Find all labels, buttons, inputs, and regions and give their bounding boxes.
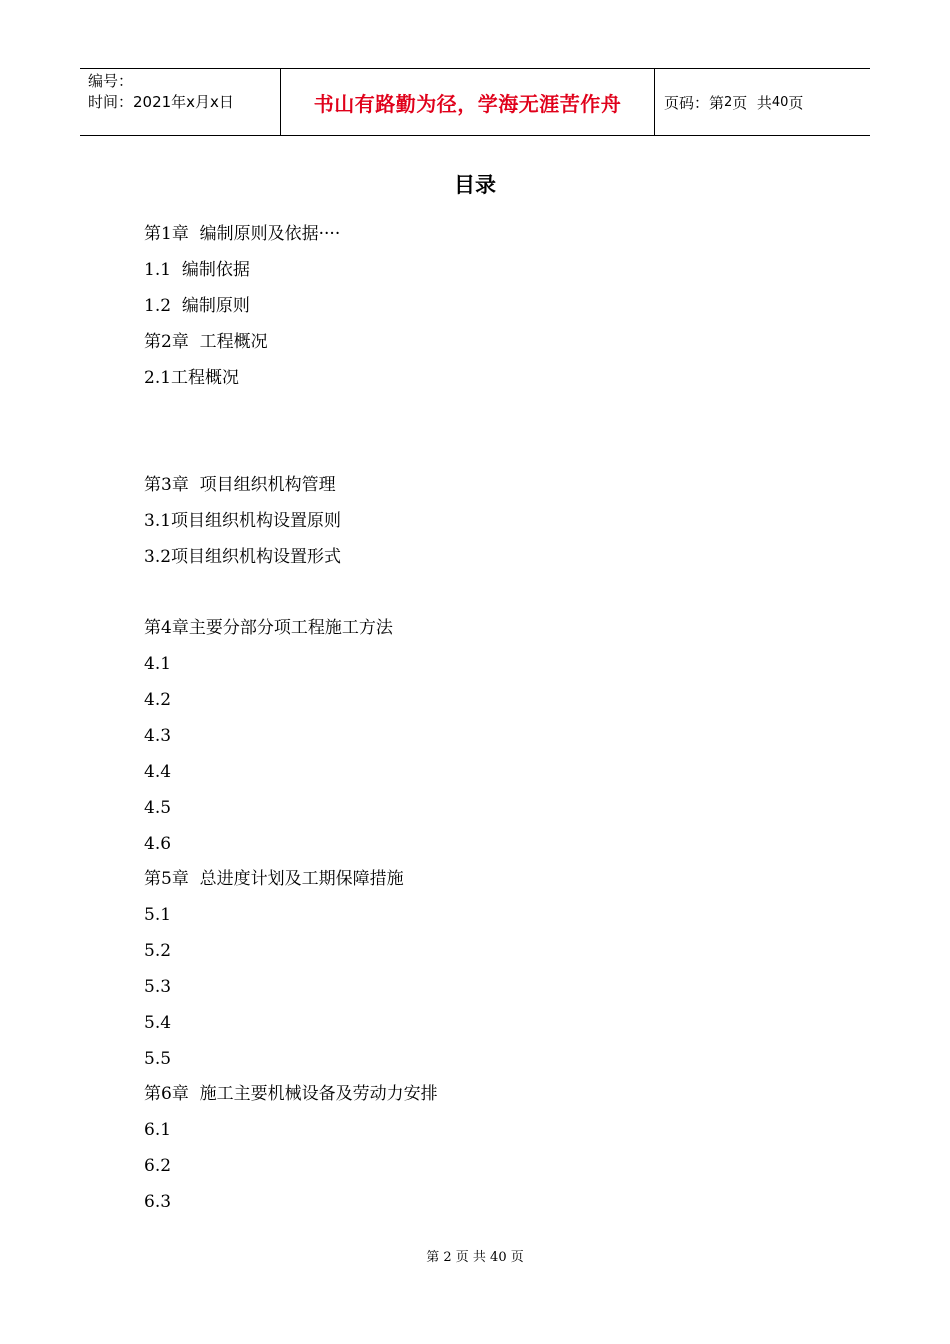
toc-item: 4.6 [144,834,172,854]
document-number-label: 编号： [88,72,134,90]
toc-item: 4.3 [144,726,172,746]
header-page-info-cell [655,69,870,135]
page-footer: 第 2 页 共 40 页 [426,1250,524,1265]
toc-item: 5.2 [144,941,172,961]
toc-item: 1.2 编制原则 [144,296,250,316]
toc-item: 4.5 [144,798,172,818]
toc-item: 第1章 编制原则及依据···· [144,224,341,244]
toc-item: 2.1工程概况 [144,368,240,388]
toc-item: 6.1 [144,1120,172,1140]
toc-item: 5.3 [144,977,172,997]
page-info-mid: 页 共 [732,93,772,112]
page-info-total: 40 [771,94,789,110]
page-info-prefix: 页码：第 [664,93,725,112]
toc-item: 3.2项目组织机构设置形式 [144,547,342,567]
toc-item: 第6章 施工主要机械设备及劳动力安排 [144,1084,438,1104]
toc-item: 第4章主要分部分项工程施工方法 [144,618,393,638]
toc-item: 4.1 [144,654,172,674]
page-header-table [80,68,870,136]
header-meta-cell [80,69,281,135]
toc-item: 5.4 [144,1013,172,1033]
toc-item: 5.1 [144,905,172,925]
page-info-current: 2 [724,94,733,110]
header-motto-cell [281,69,655,135]
toc-item: 6.2 [144,1156,172,1176]
toc-item: 6.3 [144,1192,172,1212]
toc-title: 目录 [454,173,496,197]
toc-item: 第5章 总进度计划及工期保障措施 [144,869,404,889]
toc-item: 3.1项目组织机构设置原则 [144,511,342,531]
toc-item: 4.4 [144,762,172,782]
document-date-label: 时间：2021年x月x日 [88,93,234,111]
page-info-suffix: 页 [788,93,804,112]
toc-item: 5.5 [144,1049,172,1069]
header-motto: 书山有路勤为径，学海无涯苦作舟 [313,91,622,116]
toc-item: 第2章 工程概况 [144,332,268,352]
toc-item: 4.2 [144,690,172,710]
toc-item: 1.1 编制依据 [144,260,250,280]
toc-item: 第3章 项目组织机构管理 [144,475,336,495]
